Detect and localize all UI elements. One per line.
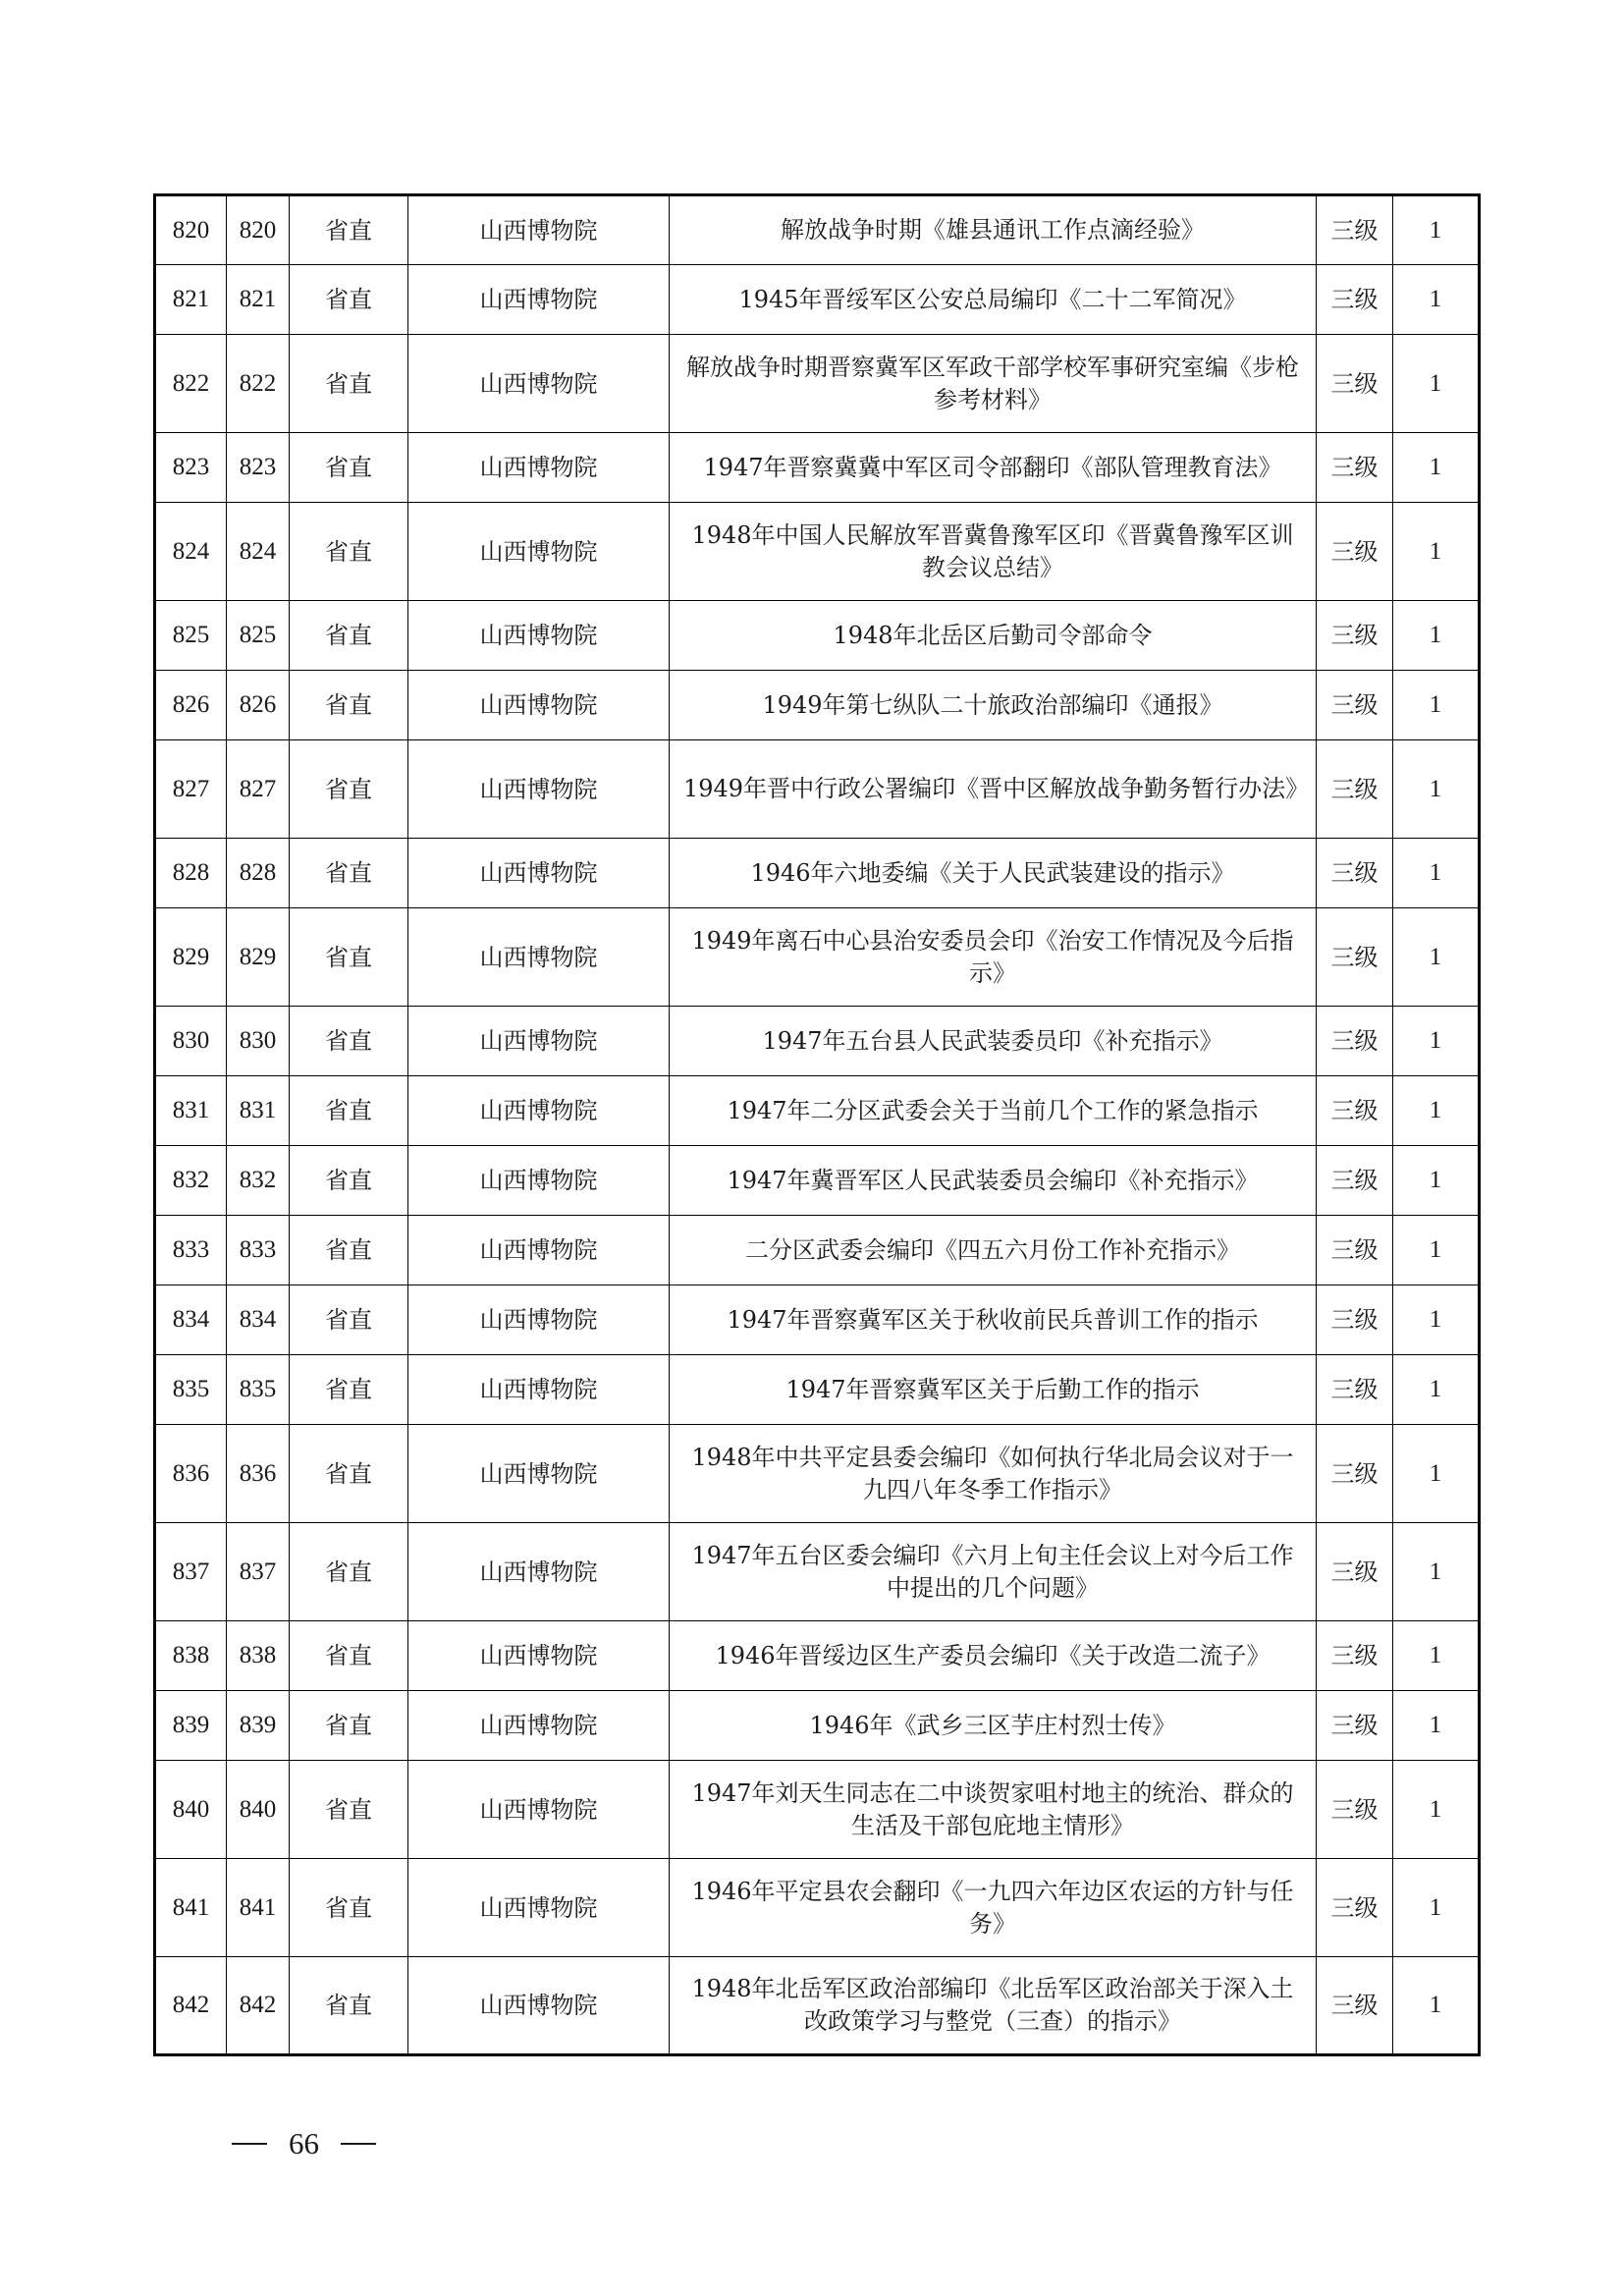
sequence-number-cell: 840 <box>155 1761 227 1859</box>
unit-cell: 山西博物院 <box>408 1007 670 1076</box>
sequence-number-cell: 820 <box>155 195 227 265</box>
grade-cell: 三级 <box>1317 1425 1393 1523</box>
level-cell: 省直 <box>290 335 408 433</box>
level-cell: 省直 <box>290 1076 408 1146</box>
table-row <box>155 503 1480 601</box>
artifact-name-cell: 1947年晋察冀军区关于秋收前民兵普训工作的指示 <box>670 1285 1317 1355</box>
catalog-id-cell: 824 <box>227 503 290 601</box>
table-row <box>155 1523 1480 1621</box>
unit-cell: 山西博物院 <box>408 1076 670 1146</box>
catalog-id-cell: 841 <box>227 1859 290 1957</box>
grade-cell: 三级 <box>1317 1621 1393 1691</box>
unit-cell: 山西博物院 <box>408 265 670 335</box>
level-cell: 省直 <box>290 671 408 740</box>
level-cell: 省直 <box>290 1691 408 1761</box>
quantity-cell: 1 <box>1393 1146 1480 1216</box>
sequence-number-cell: 822 <box>155 335 227 433</box>
quantity-cell: 1 <box>1393 1355 1480 1425</box>
unit-cell: 山西博物院 <box>408 335 670 433</box>
grade-cell: 三级 <box>1317 335 1393 433</box>
sequence-number-cell: 835 <box>155 1355 227 1425</box>
sequence-number-cell: 831 <box>155 1076 227 1146</box>
table-row <box>155 1216 1480 1285</box>
sequence-number-cell: 830 <box>155 1007 227 1076</box>
table-row <box>155 1355 1480 1425</box>
artifact-name-cell: 1945年晋绥军区公安总局编印《二十二军简况》 <box>670 265 1317 335</box>
grade-cell: 三级 <box>1317 1691 1393 1761</box>
table-row <box>155 1761 1480 1859</box>
page-number-left-dash <box>232 2143 267 2145</box>
sequence-number-cell: 827 <box>155 740 227 839</box>
grade-cell: 三级 <box>1317 1957 1393 2055</box>
artifact-name-cell: 1946年六地委编《关于人民武装建设的指示》 <box>670 839 1317 908</box>
table-body <box>155 195 1480 2055</box>
level-cell: 省直 <box>290 601 408 671</box>
quantity-cell: 1 <box>1393 1859 1480 1957</box>
level-cell: 省直 <box>290 1859 408 1957</box>
table-row <box>155 1859 1480 1957</box>
catalog-id-cell: 825 <box>227 601 290 671</box>
artifact-name-cell: 1948年中国人民解放军晋冀鲁豫军区印《晋冀鲁豫军区训教会议总结》 <box>670 503 1317 601</box>
artifact-name-cell: 1947年冀晋军区人民武装委员会编印《补充指示》 <box>670 1146 1317 1216</box>
artifact-name-cell: 1947年刘天生同志在二中谈贺家咀村地主的统治、群众的生活及干部包庇地主情形》 <box>670 1761 1317 1859</box>
unit-cell: 山西博物院 <box>408 503 670 601</box>
unit-cell: 山西博物院 <box>408 601 670 671</box>
sequence-number-cell: 842 <box>155 1957 227 2055</box>
catalog-id-cell: 840 <box>227 1761 290 1859</box>
artifact-name-cell: 1949年晋中行政公署编印《晋中区解放战争勤务暂行办法》 <box>670 740 1317 839</box>
table-row <box>155 1285 1480 1355</box>
level-cell: 省直 <box>290 1285 408 1355</box>
grade-cell: 三级 <box>1317 1355 1393 1425</box>
level-cell: 省直 <box>290 740 408 839</box>
sequence-number-cell: 837 <box>155 1523 227 1621</box>
grade-cell: 三级 <box>1317 1146 1393 1216</box>
quantity-cell: 1 <box>1393 503 1480 601</box>
level-cell: 省直 <box>290 1761 408 1859</box>
level-cell: 省直 <box>290 503 408 601</box>
quantity-cell: 1 <box>1393 1285 1480 1355</box>
sequence-number-cell: 834 <box>155 1285 227 1355</box>
artifact-name-cell: 1947年五台县人民武装委员印《补充指示》 <box>670 1007 1317 1076</box>
sequence-number-cell: 829 <box>155 908 227 1007</box>
quantity-cell: 1 <box>1393 1621 1480 1691</box>
quantity-cell: 1 <box>1393 1957 1480 2055</box>
level-cell: 省直 <box>290 1957 408 2055</box>
unit-cell: 山西博物院 <box>408 1621 670 1691</box>
catalog-id-cell: 838 <box>227 1621 290 1691</box>
table-row <box>155 335 1480 433</box>
page-number: 66 <box>289 2126 319 2160</box>
level-cell: 省直 <box>290 1355 408 1425</box>
unit-cell: 山西博物院 <box>408 433 670 503</box>
relic-catalog-table <box>153 193 1481 2056</box>
catalog-id-cell: 829 <box>227 908 290 1007</box>
grade-cell: 三级 <box>1317 671 1393 740</box>
level-cell: 省直 <box>290 1621 408 1691</box>
quantity-cell: 1 <box>1393 195 1480 265</box>
level-cell: 省直 <box>290 1007 408 1076</box>
level-cell: 省直 <box>290 1146 408 1216</box>
table-row <box>155 1621 1480 1691</box>
table-row <box>155 1076 1480 1146</box>
unit-cell: 山西博物院 <box>408 195 670 265</box>
level-cell: 省直 <box>290 265 408 335</box>
sequence-number-cell: 824 <box>155 503 227 601</box>
grade-cell: 三级 <box>1317 1859 1393 1957</box>
artifact-name-cell: 1948年中共平定县委会编印《如何执行华北局会议对于一九四八年冬季工作指示》 <box>670 1425 1317 1523</box>
sequence-number-cell: 838 <box>155 1621 227 1691</box>
catalog-id-cell: 820 <box>227 195 290 265</box>
quantity-cell: 1 <box>1393 601 1480 671</box>
table-row <box>155 839 1480 908</box>
level-cell: 省直 <box>290 908 408 1007</box>
unit-cell: 山西博物院 <box>408 1146 670 1216</box>
grade-cell: 三级 <box>1317 433 1393 503</box>
artifact-name-cell: 1947年二分区武委会关于当前几个工作的紧急指示 <box>670 1076 1317 1146</box>
unit-cell: 山西博物院 <box>408 1216 670 1285</box>
level-cell: 省直 <box>290 195 408 265</box>
catalog-id-cell: 826 <box>227 671 290 740</box>
table-row <box>155 1007 1480 1076</box>
artifact-name-cell: 解放战争时期晋察冀军区军政干部学校军事研究室编《步枪参考材料》 <box>670 335 1317 433</box>
table-row <box>155 671 1480 740</box>
table-row <box>155 1425 1480 1523</box>
artifact-name-cell: 解放战争时期《雄县通讯工作点滴经验》 <box>670 195 1317 265</box>
artifact-name-cell: 二分区武委会编印《四五六月份工作补充指示》 <box>670 1216 1317 1285</box>
unit-cell: 山西博物院 <box>408 839 670 908</box>
grade-cell: 三级 <box>1317 265 1393 335</box>
unit-cell: 山西博物院 <box>408 1285 670 1355</box>
sequence-number-cell: 839 <box>155 1691 227 1761</box>
grade-cell: 三级 <box>1317 601 1393 671</box>
grade-cell: 三级 <box>1317 1076 1393 1146</box>
catalog-id-cell: 832 <box>227 1146 290 1216</box>
grade-cell: 三级 <box>1317 1523 1393 1621</box>
grade-cell: 三级 <box>1317 195 1393 265</box>
catalog-id-cell: 836 <box>227 1425 290 1523</box>
unit-cell: 山西博物院 <box>408 1355 670 1425</box>
sequence-number-cell: 833 <box>155 1216 227 1285</box>
table-row <box>155 1957 1480 2055</box>
artifact-name-cell: 1948年北岳区后勤司令部命令 <box>670 601 1317 671</box>
level-cell: 省直 <box>290 1216 408 1285</box>
grade-cell: 三级 <box>1317 740 1393 839</box>
quantity-cell: 1 <box>1393 433 1480 503</box>
unit-cell: 山西博物院 <box>408 1523 670 1621</box>
artifact-name-cell: 1946年平定县农会翻印《一九四六年边区农运的方针与任务》 <box>670 1859 1317 1957</box>
artifact-name-cell: 1948年北岳军区政治部编印《北岳军区政治部关于深入土改政策学习与整党（三查）的指示》 <box>670 1957 1317 2055</box>
quantity-cell: 1 <box>1393 1007 1480 1076</box>
catalog-id-cell: 830 <box>227 1007 290 1076</box>
catalog-id-cell: 831 <box>227 1076 290 1146</box>
grade-cell: 三级 <box>1317 1285 1393 1355</box>
table-row <box>155 433 1480 503</box>
sequence-number-cell: 832 <box>155 1146 227 1216</box>
level-cell: 省直 <box>290 1425 408 1523</box>
catalog-id-cell: 823 <box>227 433 290 503</box>
table-row <box>155 740 1480 839</box>
catalog-id-cell: 821 <box>227 265 290 335</box>
unit-cell: 山西博物院 <box>408 1957 670 2055</box>
grade-cell: 三级 <box>1317 503 1393 601</box>
artifact-name-cell: 1947年五台区委会编印《六月上旬主任会议上对今后工作中提出的几个问题》 <box>670 1523 1317 1621</box>
grade-cell: 三级 <box>1317 1216 1393 1285</box>
catalog-id-cell: 833 <box>227 1216 290 1285</box>
table-row <box>155 265 1480 335</box>
quantity-cell: 1 <box>1393 265 1480 335</box>
artifact-name-cell: 1949年第七纵队二十旅政治部编印《通报》 <box>670 671 1317 740</box>
grade-cell: 三级 <box>1317 1007 1393 1076</box>
unit-cell: 山西博物院 <box>408 1425 670 1523</box>
grade-cell: 三级 <box>1317 1761 1393 1859</box>
sequence-number-cell: 828 <box>155 839 227 908</box>
table-row <box>155 908 1480 1007</box>
level-cell: 省直 <box>290 433 408 503</box>
level-cell: 省直 <box>290 1523 408 1621</box>
catalog-id-cell: 837 <box>227 1523 290 1621</box>
quantity-cell: 1 <box>1393 740 1480 839</box>
artifact-name-cell: 1947年晋察冀军区关于后勤工作的指示 <box>670 1355 1317 1425</box>
unit-cell: 山西博物院 <box>408 1691 670 1761</box>
unit-cell: 山西博物院 <box>408 908 670 1007</box>
unit-cell: 山西博物院 <box>408 1859 670 1957</box>
artifact-name-cell: 1949年离石中心县治安委员会印《治安工作情况及今后指示》 <box>670 908 1317 1007</box>
quantity-cell: 1 <box>1393 1761 1480 1859</box>
sequence-number-cell: 825 <box>155 601 227 671</box>
catalog-id-cell: 828 <box>227 839 290 908</box>
catalog-id-cell: 835 <box>227 1355 290 1425</box>
sequence-number-cell: 836 <box>155 1425 227 1523</box>
catalog-id-cell: 842 <box>227 1957 290 2055</box>
table-row <box>155 1146 1480 1216</box>
quantity-cell: 1 <box>1393 1425 1480 1523</box>
quantity-cell: 1 <box>1393 1216 1480 1285</box>
quantity-cell: 1 <box>1393 335 1480 433</box>
grade-cell: 三级 <box>1317 908 1393 1007</box>
quantity-cell: 1 <box>1393 1523 1480 1621</box>
page-footer <box>232 2126 376 2161</box>
level-cell: 省直 <box>290 839 408 908</box>
sequence-number-cell: 821 <box>155 265 227 335</box>
unit-cell: 山西博物院 <box>408 740 670 839</box>
quantity-cell: 1 <box>1393 908 1480 1007</box>
catalog-id-cell: 839 <box>227 1691 290 1761</box>
table-row <box>155 601 1480 671</box>
quantity-cell: 1 <box>1393 1076 1480 1146</box>
page-number-right-dash <box>341 2143 376 2145</box>
sequence-number-cell: 823 <box>155 433 227 503</box>
catalog-id-cell: 827 <box>227 740 290 839</box>
unit-cell: 山西博物院 <box>408 1761 670 1859</box>
unit-cell: 山西博物院 <box>408 671 670 740</box>
quantity-cell: 1 <box>1393 839 1480 908</box>
catalog-id-cell: 834 <box>227 1285 290 1355</box>
sequence-number-cell: 841 <box>155 1859 227 1957</box>
artifact-name-cell: 1947年晋察冀冀中军区司令部翻印《部队管理教育法》 <box>670 433 1317 503</box>
artifact-name-cell: 1946年《武乡三区芋庄村烈士传》 <box>670 1691 1317 1761</box>
table-row <box>155 1691 1480 1761</box>
quantity-cell: 1 <box>1393 671 1480 740</box>
quantity-cell: 1 <box>1393 1691 1480 1761</box>
table-row <box>155 195 1480 265</box>
artifact-name-cell: 1946年晋绥边区生产委员会编印《关于改造二流子》 <box>670 1621 1317 1691</box>
catalog-id-cell: 822 <box>227 335 290 433</box>
sequence-number-cell: 826 <box>155 671 227 740</box>
grade-cell: 三级 <box>1317 839 1393 908</box>
